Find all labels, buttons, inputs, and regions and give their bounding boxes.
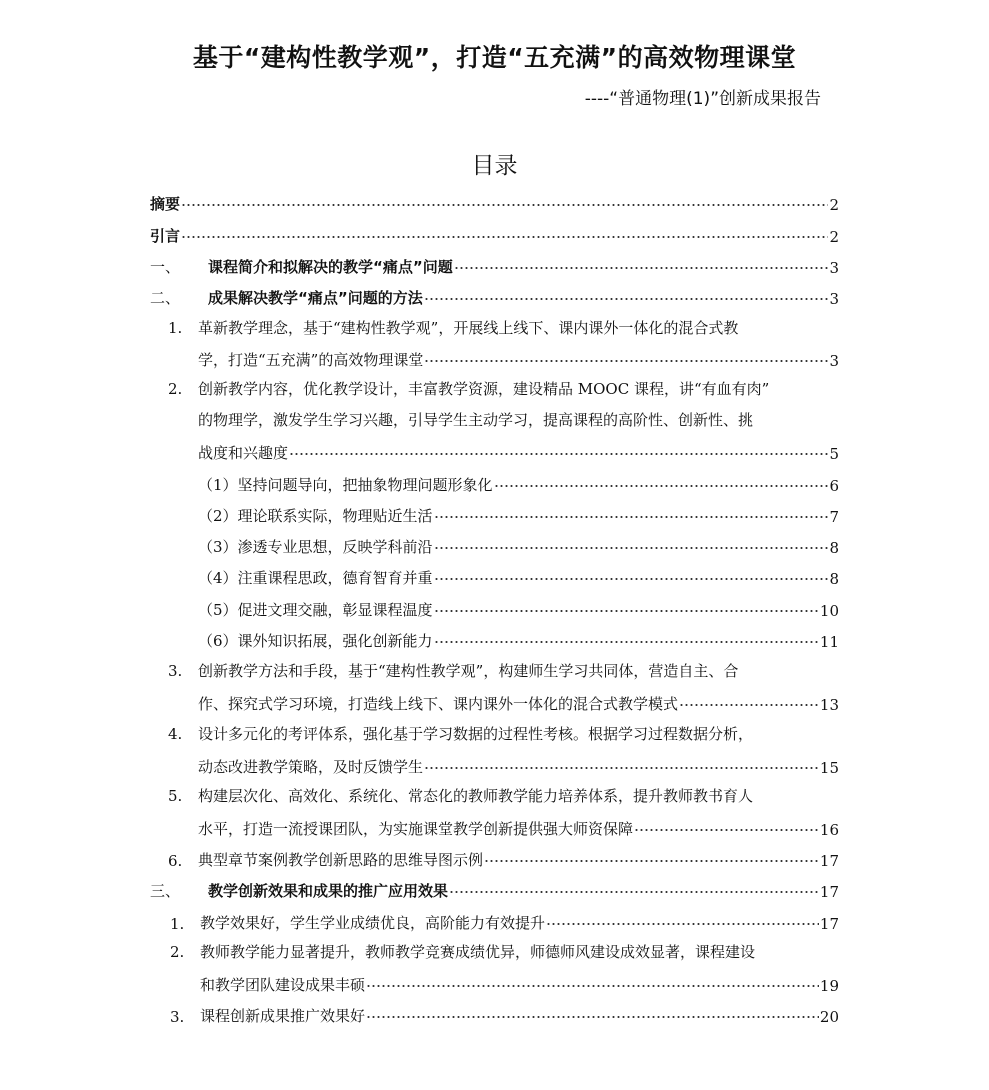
toc-entry-section-2[interactable] [150,284,839,308]
toc-entry-2-4-line1[interactable]: 设计多元化的考评体系，强化基于学习数据的过程性考核。根据学习过程数据分析， [198,725,754,743]
toc-entry-title: 水平，打造一流授课团队，为实施课堂教学创新提供强大师资保障 [198,820,634,838]
toc-entry-3-3[interactable] [170,1002,839,1026]
toc-page-number: 5 [829,445,839,463]
document-title: 基于“建构性教学观”，打造“五充满”的高效物理课堂 [192,43,797,72]
toc-page-number: 3 [829,259,839,277]
toc-entry-2-1[interactable] [198,346,839,370]
toc-page-number: 20 [819,1008,839,1026]
toc-entry-3-1[interactable] [170,909,839,933]
toc-entry-title: （5）促进文理交融，彰显课程温度 [198,601,433,619]
toc-entry-2-2-line2[interactable]: 的物理学，激发学生学习兴趣，引导学生主动学习，提高课程的高阶性、创新性、挑 [198,411,754,429]
toc-entry-2-2-1[interactable] [198,471,839,495]
dot-leader [634,827,819,833]
toc-page-number: 17 [819,915,839,933]
toc-entry-number: 1. [170,915,185,933]
toc-entry-section-3[interactable] [150,877,839,901]
toc-entry-number: 二、 [150,289,181,307]
toc-page-number: 2 [829,228,839,246]
dot-leader [289,451,828,457]
toc-page-number: 13 [819,696,839,714]
toc-page-number: 10 [819,602,839,620]
dot-leader [424,296,829,302]
toc-entry-2-5-line1[interactable]: 构建层次化、高效化、系统化、常态化的教师教学能力培养体系，提升教师教书育人 [198,787,754,805]
dot-leader [546,921,819,927]
toc-entry-2-5-number: 5. [168,787,183,805]
toc-entry-2-2-line1[interactable]: 创新教学内容，优化教学设计，丰富教学资源，建设精品 MOOC 课程，讲“有血有肉” [198,380,770,398]
toc-entry-title: 学，打造“五充满”的高效物理课堂 [198,351,424,369]
document-subtitle: ----“普通物理(1)”创新成果报告 [584,89,821,109]
dot-leader [181,202,828,208]
toc-entry-title: 战度和兴趣度 [198,444,289,462]
toc-page-number: 6 [829,477,839,495]
toc-entry-2-3-number: 3. [168,662,183,680]
dot-leader [366,1014,819,1020]
toc-entry-introduction[interactable] [150,222,839,246]
toc-entry-title: （2）理论联系实际，物理贴近生活 [198,507,433,525]
toc-page-number: 3 [829,290,839,308]
toc-page-number: 7 [829,508,839,526]
toc-page-number: 2 [829,196,839,214]
toc-entry-2-1-line1[interactable]: 革新教学理念，基于“建构性教学观”，开展线上线下、课内课外一体化的混合式教 [198,319,739,337]
toc-entry-title: 摘要 [150,195,181,213]
toc-entry-title: 教学创新效果和成果的推广应用效果 [208,882,449,900]
dot-leader [494,483,829,489]
toc-entry-2-2[interactable] [198,439,839,463]
toc-entry-2-5[interactable] [198,815,839,839]
dot-leader [424,765,819,771]
toc-heading: 目录 [471,153,518,179]
toc-page-number: 19 [819,977,839,995]
toc-entry-title: 成果解决教学“痛点”问题的方法 [208,289,423,307]
dot-leader [366,983,819,989]
dot-leader [434,576,829,582]
dot-leader [434,514,829,520]
toc-entry-title: 动态改进教学策略，及时反馈学生 [198,758,424,776]
toc-page-number: 17 [819,883,839,901]
dot-leader [424,358,828,364]
toc-entry-2-2-number: 2. [168,380,183,398]
toc-page-number: 16 [819,821,839,839]
toc-page-number: 15 [819,759,839,777]
toc-entry-abstract[interactable] [150,190,839,214]
dot-leader [679,702,819,708]
toc-entry-3-2[interactable] [200,971,839,995]
toc-page-number: 8 [829,570,839,588]
toc-entry-2-2-5[interactable] [198,596,839,620]
toc-entry-number: 6. [168,852,183,870]
toc-entry-number: 三、 [150,882,181,900]
dot-leader [434,545,829,551]
toc-entry-title: 课程简介和拟解决的教学“痛点”问题 [208,258,453,276]
toc-entry-title: （6）课外知识拓展，强化创新能力 [198,632,433,650]
dot-leader [434,639,819,645]
toc-entry-number: 一、 [150,258,181,276]
toc-entry-number: 3. [170,1008,185,1026]
toc-entry-2-3-line1[interactable]: 创新教学方法和手段，基于“建构性教学观”，构建师生学习共同体，营造自主、合 [198,662,739,680]
dot-leader [454,265,829,271]
toc-entry-3-2-number: 2. [170,943,185,961]
toc-entry-title: （4）注重课程思政，德育智育并重 [198,569,433,587]
toc-entry-2-4[interactable] [198,753,839,777]
toc-page-number: 17 [819,852,839,870]
dot-leader [434,608,819,614]
toc-entry-title: 课程创新成果推广效果好 [200,1007,366,1025]
toc-entry-2-2-3[interactable] [198,533,839,557]
toc-entry-title: （3）渗透专业思想，反映学科前沿 [198,538,433,556]
toc-page-number: 3 [829,352,839,370]
toc-entry-2-6[interactable] [168,846,839,870]
toc-entry-2-4-number: 4. [168,725,183,743]
toc-entry-2-3[interactable] [198,690,839,714]
dot-leader [181,234,828,240]
dot-leader [484,858,819,864]
toc-entry-title: 典型章节案例教学创新思路的思维导图示例 [198,851,484,869]
toc-entry-2-2-4[interactable] [198,564,839,588]
toc-entry-title: 教学效果好，学生学业成绩优良，高阶能力有效提升 [200,914,546,932]
toc-entry-3-2-line1[interactable]: 教师教学能力显著提升，教师教学竞赛成绩优异，师德师风建设成效显著，课程建设 [200,943,756,961]
toc-entry-section-1[interactable] [150,253,839,277]
toc-entry-title: 引言 [150,227,181,245]
toc-entry-2-1-number: 1. [168,319,183,337]
toc-page-number: 8 [829,539,839,557]
toc-entry-title: 作、探究式学习环境，打造线上线下、课内课外一体化的混合式教学模式 [198,695,679,713]
dot-leader [449,889,819,895]
toc-entry-title: 和教学团队建设成果丰硕 [200,976,366,994]
toc-page-number: 11 [819,633,839,651]
toc-entry-2-2-2[interactable] [198,502,839,526]
toc-entry-title: （1）坚持问题导向，把抽象物理问题形象化 [198,476,493,494]
toc-entry-2-2-6[interactable] [198,627,839,651]
